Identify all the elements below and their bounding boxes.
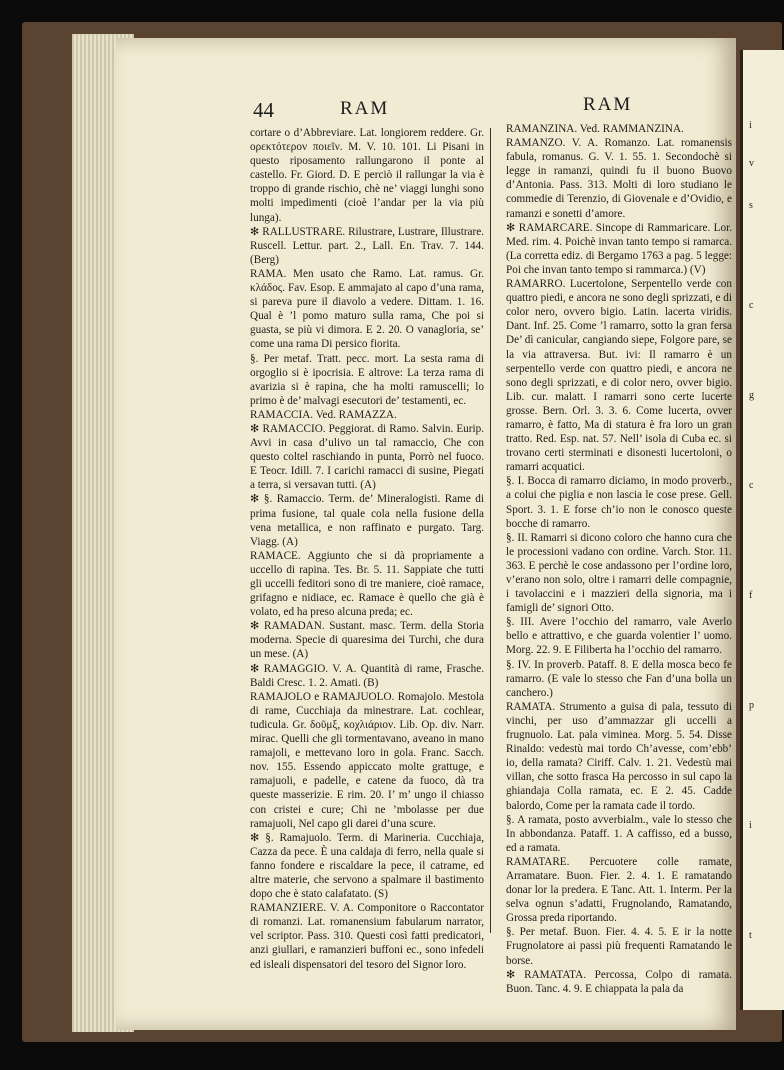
entry: §. IV. In proverb. Pataff. 8. E della mosca beco fe ramarro. (E vale lo stesso che Fan d’una bolla un canchero.) (506, 658, 732, 699)
entry: RAMANZINA. Ved. RAMMANZINA. (506, 123, 684, 135)
margin-letter: i (749, 820, 752, 831)
facing-page (740, 50, 784, 1010)
running-head-left: RAM (340, 98, 390, 119)
column-divider (490, 128, 491, 933)
entry: RAMANZO. V. A. Romanzo. Lat. romanensis fabula, romanus. G. V. 1. 55. 1. Secondochè si legge in ramanzi, quindi fu il buono Buovo d’Antonia. Pass. 313. Molti di loro studiano le commedie di Terenzio, di Giovenale e d’Ovidio, e ramanzi e sonetti d’amore. (506, 137, 732, 220)
entry: ✻ RAMACCIO. Peggiorat. di Ramo. Salvin. Eurip. Avvi in casa d’ulivo un tal ramaccio, Che con questo coltel raschiando in punta, Porrò nel fuoco. E Teocr. Idill. 7. I carichi ramacci di susine, Piegati a terra, si versavan tutti. (A) (250, 422, 484, 492)
entry: ✻ RAMATATA. Percossa, Colpo di ramata. Buon. Tanc. 4. 9. E chiappata la pala da (506, 968, 732, 995)
entry: §. III. Avere l’occhio del ramarro, vale Averlo bello e attrattivo, e che guarda volentier l’ uomo. Morg. 22. 9. E Filiberta ha l’occhio del ramarro. (506, 616, 732, 657)
entry: §. Per metaf. Tratt. pecc. mort. La sesta rama di orgoglio si è ipocrisia. E altrove: La terza rama di avarizia si è rapina, che ha molti ramuscelli; lo primo è de’ malvagi esecutori de’ testamenti, ec. (250, 352, 484, 407)
margin-letter: g (749, 390, 754, 401)
entry: ✻ RAMAGGIO. V. A. Quantità di rame, Frasche. Baldi Cresc. 1. 2. Amati. (B) (250, 662, 484, 689)
margin-letter: i (749, 120, 752, 131)
margin-letter: c (749, 480, 754, 491)
left-column (250, 126, 484, 972)
entry: RAMARRO. Lucertolone, Serpentello verde con quattro piedi, e ancora ne sono degli sprizzati, e di color nero, ovvero bigio. Latin. lacerta viridis. Dant. Inf. 25. Come ’l ramarro, sotto la gran fersa De’ dì canicular, cangiando siepe, Folgore pare, se la via attraversa. But. ivi: Il ramarro è un serpentello verde con quattro piedi, e ancora ne sono degli sprizzati, e di color nero, ovver bigio. Lib. cur. malatt. I ramarri sono certe lucerte grosse. Bern. Orl. 3. 3. 6. Come lucerta, ovver ramarro, è fatto, Ma di statura è fra loro un gran tratto. Red. Esp. nat. 57. Nell’ isola di Cuba ec. si trovano certi sterminati e disonesti lucertoloni, o ramarri acquatici. (506, 278, 732, 474)
margin-letter: s (749, 200, 753, 211)
margin-letter: c (749, 300, 754, 311)
entry: RAMATA. Strumento a guisa di pala, tessuto di vinchi, per uso d’ammazzar gli uccelli a frugnuolo. Lat. pala viminea. Morg. 5. 54. Disse Rinaldo: vedestù mai tordo Ch’avesse, com’ebb’ io, della ramata? Ciriff. Calv. 1. 21. Vedestù mai villan, che sotto frasca Ha percosso in sul capo la ghiandaja Colla ramata, ec. E 2. 45. Cadde balordo, Come per la ramata cade il tordo. (506, 700, 732, 812)
right-column (506, 122, 732, 996)
entry: RAMAJOLO e RAMAJUOLO. Romajolo. Mestola di rame, Cucchiaja da minestrare. Lat. cochlear, tudicula. Gr. δοῦμξ, κοχλιάριον. Lib. Op. div. Narr. mirac. Quelli che gli tormentavano, aveano in mano ramajoli, e mettevano loro in gola. Franc. Sacch. nov. 155. Essendo appiccato molte grattuge, e ramajuoli, e padelle, e catene da fuoco, dà tra queste masserizie. E rim. 20. I’ m’ ungo il chiasso con cristei e cure; Chi ne ’mbolasse per due ramajuoli, Nel capo gli darei d’una scure. (250, 690, 484, 830)
running-head-right: RAM (583, 94, 633, 115)
entry: ✻ §. Ramajuolo. Term. di Marineria. Cucchiaja, Cazza da pece. È una caldaja di ferro, nella quale si fanno fondere e riscaldare la pece, il catrame, ed altre materie, che servono a spalmare il bastimento dopo che è stato calafatato. (S) (250, 831, 484, 901)
margin-letter: p (749, 700, 754, 711)
margin-letter: f (749, 590, 753, 601)
entry: §. A ramata, posto avverbialm., vale lo stesso che In abbondanza. Pataff. 1. A caffisso, ed a busso, ed a ramata. (506, 813, 732, 854)
entry: ✻ RALLUSTRARE. Rilustrare, Lustrare, Illustrare. Ruscell. Lettur. part. 2., Lall. En. Trav. 7. 144. (Berg) (250, 225, 484, 266)
page-number: 44 (253, 98, 274, 122)
entry: ✻ §. Ramaccio. Term. de’ Mineralogisti. Rame di prima fusione, tal quale cola nella fusione della vena metallica, e non raffinato e purgato. Targ. Viagg. (A) (250, 493, 484, 548)
margin-letter: v (749, 158, 754, 169)
entry: §. II. Ramarri si dicono coloro che hanno cura che le processioni vadano con ordine. Varch. Stor. 11. 363. E perchè le cose andassono per l’ordine loro, v’erano non solo, oltre i ramarri delle compagnie, i tavolaccini e i mazzieri della signoria, ma i famigli de’ signori Otto. (506, 531, 732, 615)
entry: §. I. Bocca di ramarro diciamo, in modo proverb., a colui che piglia e non lascia le cose prese. Gell. Sport. 3. 1. E forse ch’io non le conosco queste bocche di ramarro. (506, 475, 732, 530)
margin-letter: t (749, 930, 752, 941)
entry: cortare o d’Abbreviare. Lat. longiorem reddere. Gr. ορεκτότερον ποιεῖν. M. V. 10. 101. Li Pisani in questo riposamento rallungarono il ponte al castello. Fr. Giord. D. E perciò il rallungar la via è troppo di grande rischio, chè ne’ viaggi lunghi sono molti impedimenti (cioè l’andar per la via più lunga). (250, 127, 484, 224)
entry: RAMA. Men usato che Ramo. Lat. ramus. Gr. κλάδος. Fav. Esop. E ammajato al capo d’una rama, si pareva pure il diavolo a vedere. Dittam. 1. 16. Qual è ’l pomo maturo sulla rama, Che poi si guasta, se più vi dimora. E 2. 20. O vanagloria, se’ come una rama Di persico fiorita. (250, 267, 484, 351)
entry: RAMANZIERE. V. A. Componitore o Raccontator di romanzi. Lat. romanensium fabularum narrator, vel scriptor. Pass. 310. Questi così fatti predicatori, anzi giullari, e ramanzieri buffoni ec., sono infedeli ed isleali dispensatori del tesoro del Signor loro. (250, 902, 484, 971)
entry: ✻ RAMARCARE. Sincope di Rammaricare. Lor. Med. rim. 4. Poichè invan tanto tempo si ramarca. (La corretta ediz. di Bergamo 1763 a pag. 5 legge: Poi che invan tanto tempo si rammarca.) (V) (506, 221, 732, 276)
entry: §. Per metaf. Buon. Fier. 4. 4. 5. E ir la notte Frugnolatore ai passi più frequenti Ramatando le borse. (506, 926, 732, 967)
entry: RAMACCIA. Ved. RAMAZZA. (250, 408, 397, 421)
entry: RAMACE. Aggiunto che si dà propriamente a uccello di rapina. Tes. Br. 5. 11. Sappiate che tutti gli uccelli feditori sono di tre maniere, cioè ramace, grifagno e nidiace, ec. Ramace è quello che già è volato, ed ha preso alcuna preda; ec. (250, 549, 484, 619)
entry: ✻ RAMADAN. Sustant. masc. Term. della Storia moderna. Specie di quaresima dei Turchi, che dura un mese. (A) (250, 620, 484, 661)
entry: RAMATARE. Percuotere colle ramate, Arramatare. Buon. Fier. 2. 4. 1. E ramatando donar lor la predera. E Tanc. Att. 1. Interm. Per la selva ognun s’adatti, Frugnolando, Ramatando, Grossa preda riportando. (506, 855, 732, 925)
